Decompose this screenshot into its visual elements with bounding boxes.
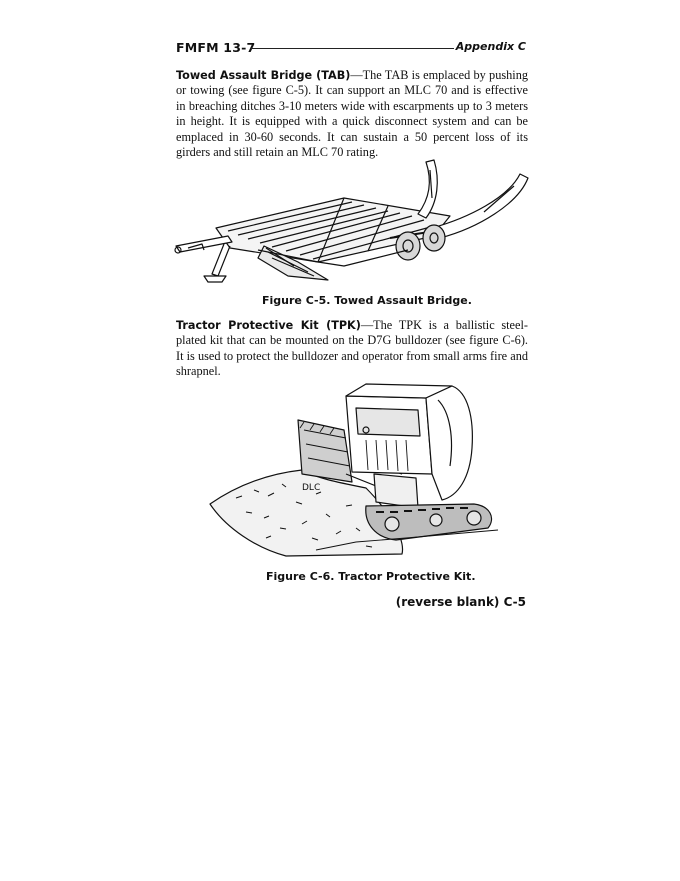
header-rule: [250, 48, 454, 49]
appendix-label: Appendix C: [455, 40, 526, 53]
dozer-marking: DLC: [302, 483, 321, 493]
figure-c5-caption: Figure C-5. Towed Assault Bridge.: [262, 294, 472, 307]
page-footer: (reverse blank) C-5: [395, 595, 526, 609]
tab-body: —The TAB is emplaced by pushing or towing (see figure C-5). It can support an MLC 70 and is effective in breaching ditches 3-10 meters wide with escarpments up to 3 meters in height. It is equipped with a quick disconnect system and can be emplaced in 30-60 seconds. It can sustain a 50 percent loss of its girders and still retain an MLC 70 rating.: [176, 68, 528, 160]
tractor-protective-kit-illustration: [206, 378, 506, 564]
document-id: FMFM 13-7: [176, 40, 256, 55]
tpk-body: —The TPK is a ballistic steel-plated kit that can be mounted on the D7G bulldozer (see figure C-6). It is used to protect the bulldozer and operator from small arms fire and shrapnel.: [176, 318, 528, 379]
tpk-paragraph: [176, 318, 528, 380]
page-header: [176, 40, 526, 56]
towed-assault-bridge-illustration: [168, 158, 534, 288]
tab-heading: Towed Assault Bridge (TAB): [176, 69, 351, 82]
tab-paragraph: [176, 68, 528, 160]
tpk-heading: Tractor Protective Kit (TPK): [176, 319, 361, 332]
figure-c6-caption: Figure C-6. Tractor Protective Kit.: [266, 570, 476, 583]
